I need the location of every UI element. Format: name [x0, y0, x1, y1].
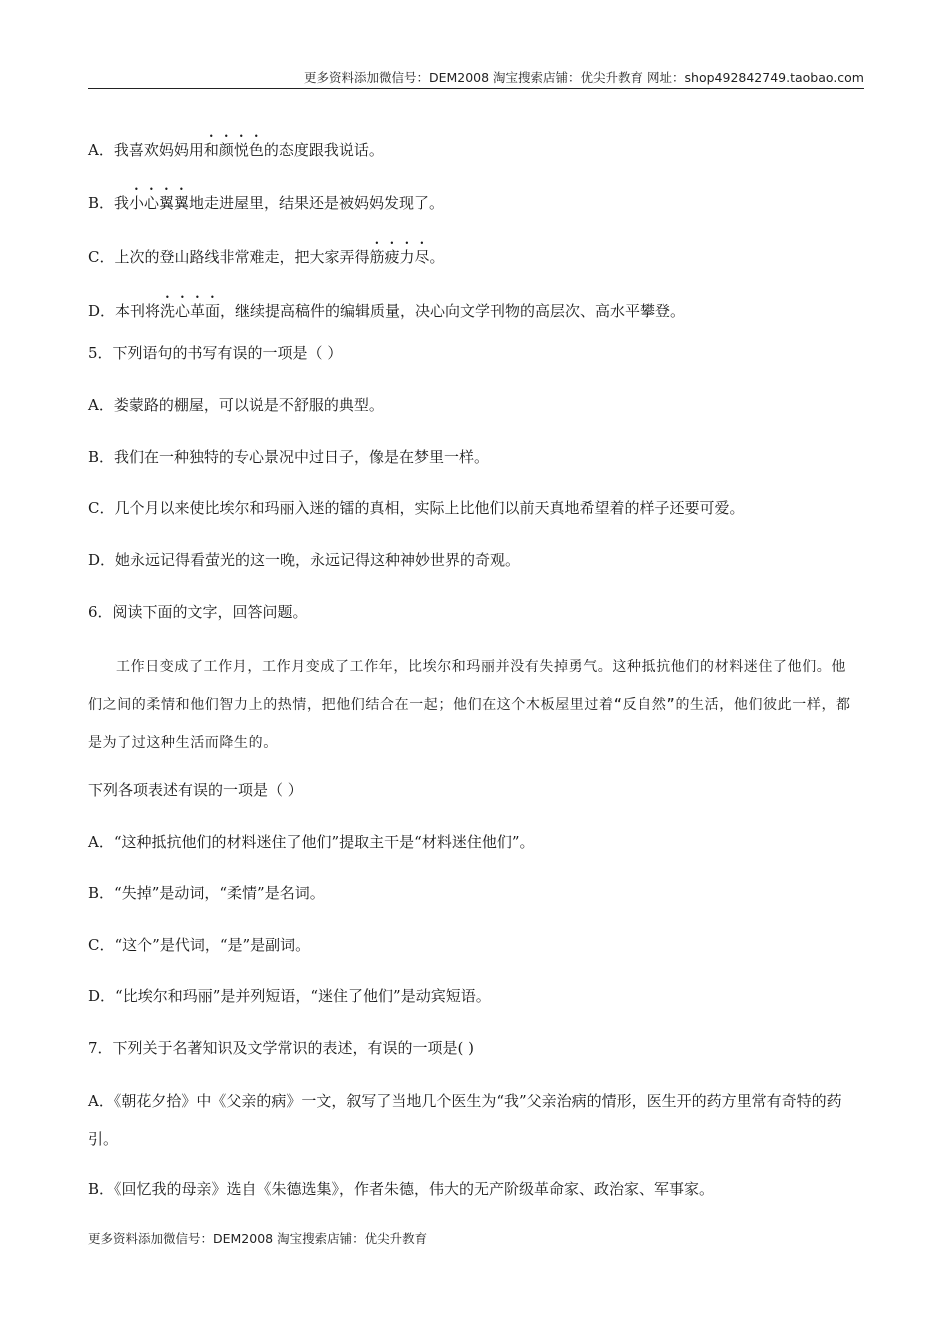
q4-option-d	[88, 293, 685, 320]
q4-c-pre: C．上次的登山路线非常难走，把大家弄得	[88, 248, 370, 266]
q4-a-post: 的态度跟我说话。	[263, 141, 384, 159]
q6-option-b: B．“失掉”是动词，“柔情”是名词。	[88, 884, 325, 902]
q5-option-a: A．娄蒙路的棚屋，可以说是不舒服的典型。	[88, 396, 384, 414]
q4-d-dotted-word: 洗心革面	[160, 302, 221, 320]
q6-prompt: 下列各项表述有误的一项是（ ）	[88, 781, 303, 799]
page-footer: 更多资料添加微信号：DEM2008 淘宝搜索店铺：优尖升教育	[88, 1231, 428, 1246]
q6-passage: 工作日变成了工作月，工作月变成了工作年，比埃尔和玛丽并没有失掉勇气。这种抵抗他们的材料迷住了他们。他们之间的柔情和他们智力上的热情，把他们结合在一起；他们在这个木板屋里过着“反自然”的生活，他们彼此一样，都是为了过这种生活而降生的。	[88, 659, 851, 751]
q6-stem: 6．阅读下面的文字，回答问题。	[88, 603, 308, 621]
q4-b-post: 地走进屋里，结果还是被妈妈发现了。	[189, 194, 445, 212]
q6-option-d: D．“比埃尔和玛丽”是并列短语，“迷住了他们”是动宾短语。	[88, 987, 491, 1005]
q7-option-a: A．《朝花夕拾》中《父亲的病》一文，叙写了当地几个医生为“我”父亲治病的情形，医生开的药方里常有奇特的药引。	[88, 1092, 842, 1148]
q6-option-c: C．“这个”是代词，“是”是副词。	[88, 936, 311, 954]
q4-option-b	[88, 185, 444, 212]
q4-b-dotted-word: 小心翼翼	[129, 194, 190, 212]
q4-option-a	[88, 132, 384, 159]
q5-option-b: B．我们在一种独特的专心景况中过日子，像是在梦里一样。	[88, 448, 490, 466]
q4-b-pre: B．我	[88, 194, 130, 212]
q5-stem: 5．下列语句的书写有误的一项是（ ）	[88, 344, 343, 362]
q6-option-a: A．“这种抵抗他们的材料迷住了他们”提取主干是“材料迷住他们”。	[88, 833, 535, 851]
q5-option-c: C．几个月以来使比埃尔和玛丽入迷的镭的真相，实际上比他们以前天真地希望着的样子还要可爱。	[88, 499, 745, 517]
page-header	[88, 66, 864, 89]
q5-option-d: D．她永远记得看萤光的这一晚，永远记得这种神妙世界的奇观。	[88, 551, 521, 569]
q4-a-dotted-word: 和颜悦色	[203, 141, 264, 159]
q4-c-dotted-word: 筋疲力尽	[369, 248, 430, 266]
header-text: 更多资料添加微信号：DEM2008 淘宝搜索店铺：优尖升教育 网址：shop492842749.taobao.com	[303, 70, 864, 85]
q4-option-c	[88, 239, 445, 266]
q4-d-pre: D．本刊将	[88, 302, 161, 320]
q4-c-post: 。	[429, 248, 445, 266]
q7-option-b: B．《回忆我的母亲》选自《朱德选集》，作者朱德，伟大的无产阶级革命家、政治家、军事家。	[88, 1180, 715, 1198]
q7-stem: 7．下列关于名著知识及文学常识的表述，有误的一项是( )	[88, 1039, 475, 1057]
q4-a-pre: A．我喜欢妈妈用	[88, 141, 204, 159]
q4-d-post: ，继续提高稿件的编辑质量，决心向文学刊物的高层次、高水平攀登。	[220, 302, 686, 320]
